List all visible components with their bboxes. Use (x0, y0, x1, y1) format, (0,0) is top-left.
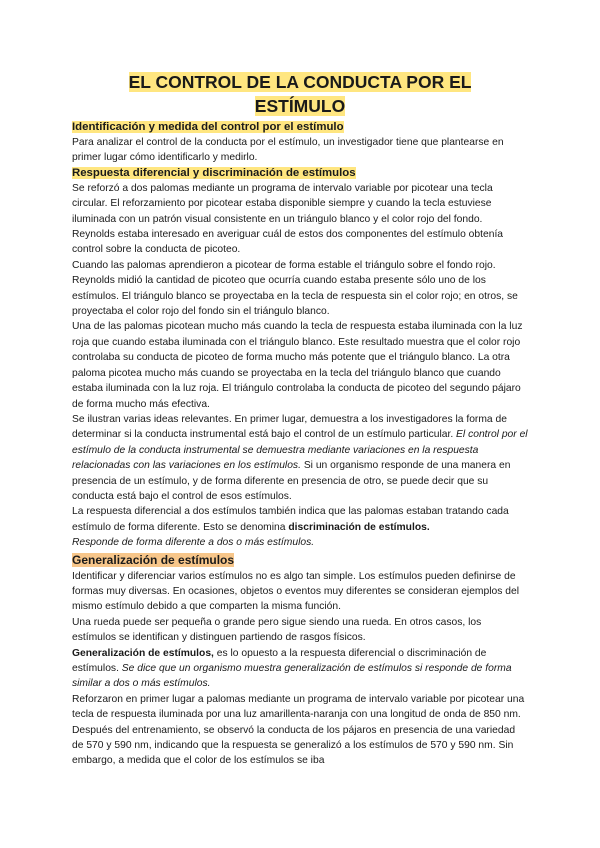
title-line-2: ESTÍMULO (254, 96, 346, 116)
heading-generalizacion: Generalización de estímulos (72, 552, 235, 567)
title-line-1: EL CONTROL DE LA CONDUCTA POR EL (128, 72, 472, 92)
term-generalizacion: Generalización de estímulos, (72, 647, 214, 659)
paragraph-ideas: Se ilustran varias ideas relevantes. En primer lugar, demuestra a los investigadores la forma de determinar si la conducta instrumental está bajo el control de un estímulo particular. El control por el estímulo de la conducta instrumental se demuestra mediante variaciones en la respuesta relacionadas con las variaciones en los estímulos. Si un organismo responde de una manera en presencia de un estímulo, y de forma diferente en presencia de otro, se puede decir que su conducta está bajo el control de esos estímulos. (72, 413, 528, 502)
term-discriminacion: discriminación de estímulos. (288, 521, 430, 533)
paragraph-palomas: Una de las palomas picotean mucho más cuando la tecla de respuesta estaba iluminada con la luz roja que cuando estaba iluminada con el triángulo blanco. Este resultado muestra que el color rojo controlaba su conducta de picoteo de forma mucho más potente que el triángulo blanco. La otra paloma picotea mucho más cuando se proyectaba en la tecla del triángulo blanco que cuando estaba iluminada con la luz roja. El triángulo controlaba la conducta de picoteo del segundo pájaro de forma mucho más efectiva. (72, 321, 523, 410)
paragraph-rueda: Una rueda puede ser pequeña o grande pero sigue siendo una rueda. En otros casos, los estímulos se identifican y distinguen partiendo de rasgos físicos. (72, 616, 482, 644)
definition-discriminacion: Responde de forma diferente a dos o más estímulos. (72, 537, 315, 549)
definition-control-estimulo: El control por el estímulo de la conducta instrumental se demuestra mediante variaciones en la respuesta relacionadas con las variaciones en los estímulos. (72, 429, 528, 472)
definition-generalizacion: Se dice que un organismo muestra generalización de estímulos si responde de forma similar a dos o más estímulos. (72, 663, 512, 690)
paragraph-reforzamiento: Se reforzó a dos palomas mediante un programa de intervalo variable por picotear una tecla circular. El reforzamiento por picotear estaba disponible siempre y cuando la tecla estuviese iluminada con un patrón visual consistente en un triángulo blanco y el color rojo del fondo. Reynolds estaba interesado en averiguar cuál de estos dos componentes del estímulo obtenía control sobre la conducta de picoteo. (72, 182, 504, 256)
paragraph-identificar: Identificar y diferenciar varios estímulos no es algo tan simple. Los estímulos pueden definirse de formas muy diversas. En ocasiones, objetos o eventos muy diferentes se consideran ejemplos del mismo estímulo debido a que comparten la misma función. (72, 570, 519, 613)
paragraph-experimento: Reforzaron en primer lugar a palomas mediante un programa de intervalo variable por picotear una tecla de respuesta iluminada por una luz amarillenta-naranja con una longitud de onda de 850 nm. Después del entrenamiento, se observó la conducta de los pájaros en presencia de una variedad de 570 y 590 nm, indicando que la respuesta se generalizó a los estímulos de 570 y 590 nm. Sin embargo, a medida que el color de los estímulos se iba (72, 693, 525, 767)
paragraph-discriminacion: La respuesta diferencial a dos estímulos también indica que las palomas estaban tratando cada estímulo de forma diferente. Esto se denomina discriminación de estímulos. Responde de forma diferente a dos o más estímulos. (72, 506, 509, 549)
paragraph-reynolds: Cuando las palomas aprendieron a picotear de forma estable el triángulo sobre el fondo rojo. Reynolds midió la cantidad de picoteo que ocurría cuando estaba presente sólo uno de los estímulos. El triángulo blanco se proyectaba en la tecla de respuesta sin el color rojo; en otros, se proyectaba el color rojo del fondo sin el triángulo blanco. (72, 259, 518, 318)
heading-identificacion: Identificación y medida del control por el estímulo (72, 121, 344, 133)
heading-respuesta-diferencial: Respuesta diferencial y discriminación de estímulos (72, 166, 356, 179)
paragraph-generalizacion-def: Generalización de estímulos, es lo opuesto a la respuesta diferencial o discriminación de estímulos. Se dice que un organismo muestra generalización de estímulos si responde de forma similar a dos o más estímulos. (72, 647, 512, 690)
document-title (72, 70, 528, 118)
paragraph-identificacion: Para analizar el control de la conducta por el estímulo, un investigador tiene que plantearse en primer lugar cómo identificarlo y medirlo. (72, 137, 504, 164)
